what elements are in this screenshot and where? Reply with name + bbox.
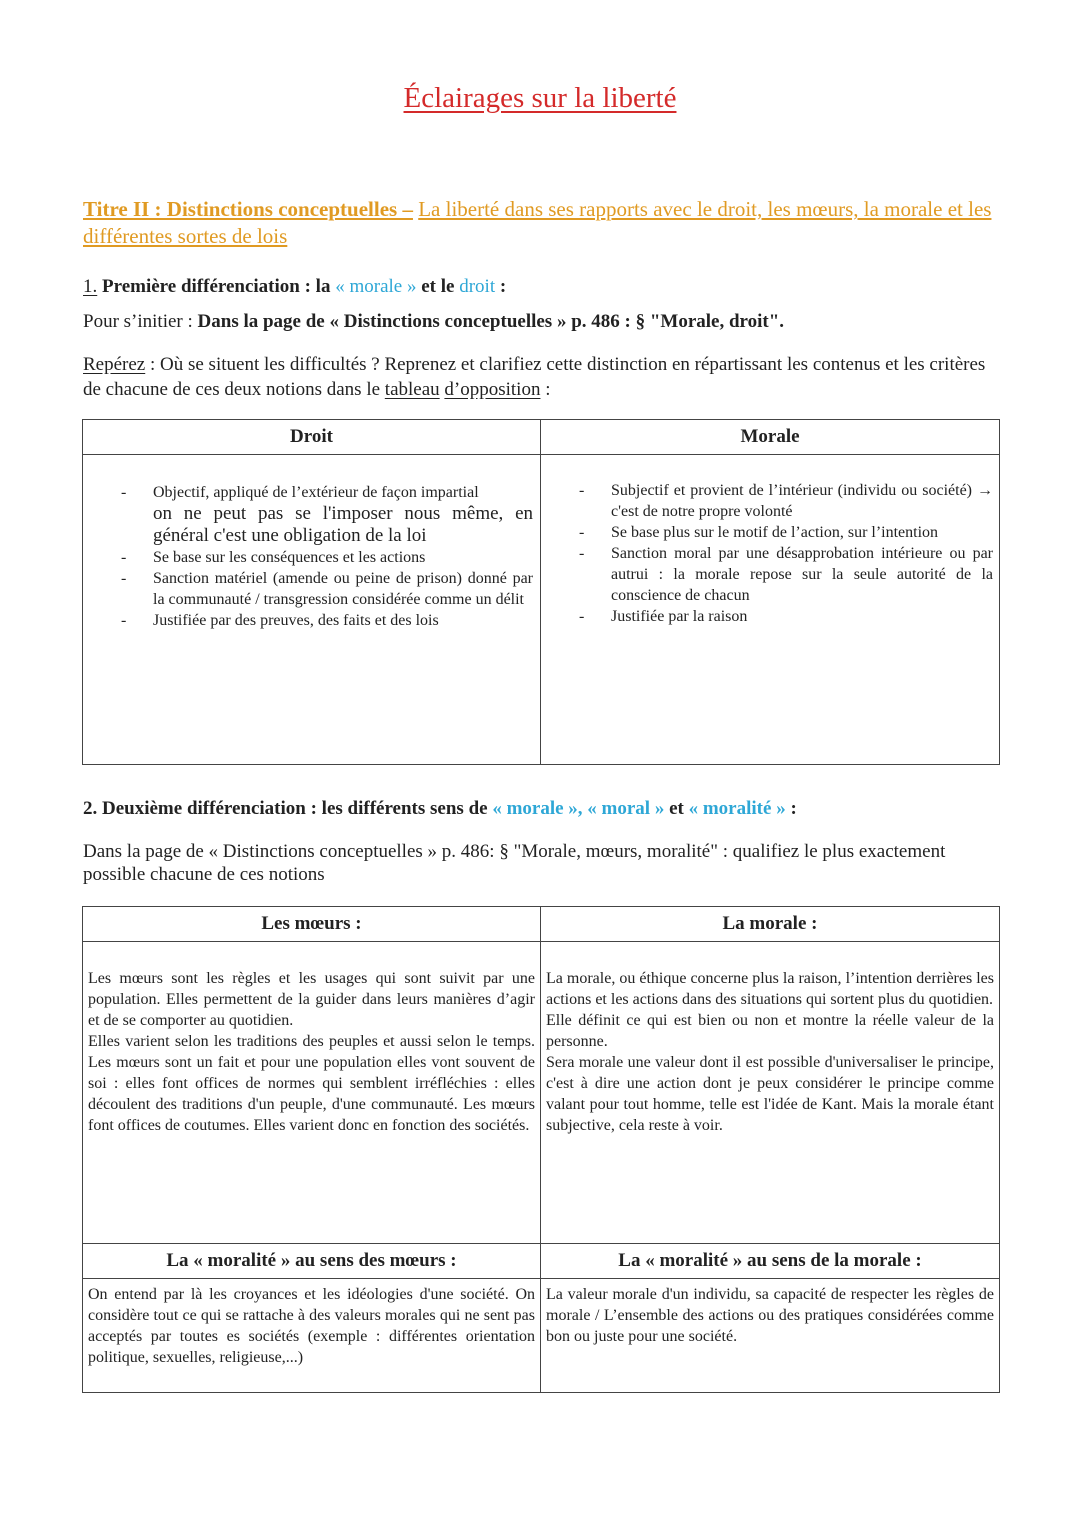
moeurs-paragraph-2: Elles varient selon les traditions des peuples et aussi selon le temps. Les mœurs sont un fait et pour une population elles vont souvent de soi : elles font offices de normes qui semblent irréfléchies : elles découlent des traditions d'un peuple, d'une communauté. Les mœurs font offices de coutumes. Elles varient donc en fonction des sociétés.: [88, 1033, 535, 1134]
list-item: - Subjectif et provient de l’intérieur (individu ou société) → c'est de notre propre volonté: [579, 482, 993, 520]
part2-term-moralite: « moralité »: [688, 798, 786, 819]
part1-task-text: : Où se situent les difficultés ? Reprenez et clarifiez cette distinction en répartissant les contenus et les critères de chacune de ces deux notions dans le: [83, 354, 986, 400]
list-item: - Objectif, appliqué de l’extérieur de façon impartial on ne peut pas se l'imposer nous même, en général c'est une obligation de la loi: [121, 484, 533, 546]
table-droit-morale: [82, 419, 1000, 765]
la-morale-paragraph-3: Sera morale une valeur dont il est possible d'universaliser le principe, c'est à dire une action dont je peux considérer le principe comme valant pour tout homme, telle est l'idée de Kant. Mais la morale étant subjective, cela reste à voir.: [546, 1054, 994, 1134]
droit-item-1-continuation: on ne peut pas se l'imposer nous même, en général c'est une obligation de la loi: [153, 503, 533, 546]
cell-moralite-moeurs: [83, 1279, 541, 1393]
part2-heading-c: :: [790, 798, 797, 819]
part1-task-end: :: [545, 379, 551, 400]
cell-morale: [541, 455, 1000, 765]
morale-item-1: Subjectif et provient de l’intérieur (individu ou société) → c'est de notre propre volonté: [611, 482, 993, 520]
part1-heading-c: :: [499, 276, 507, 297]
list-item: - Justifiée par la raison: [579, 608, 748, 625]
droit-item-1: Objectif, appliqué de l’extérieur de façon impartial: [153, 484, 479, 501]
morale-item-2: Se base plus sur le motif de l’action, sur l’intention: [611, 524, 939, 541]
la-morale-paragraph-2: Elle définit ce qui est bien ou non et montre la réelle valeur de la personne.: [546, 1012, 994, 1050]
part1-heading-a: Première différenciation : la: [102, 276, 331, 297]
part2-heading: [83, 796, 999, 821]
page-title: Éclairages sur la liberté: [403, 82, 677, 114]
part1-intro-b: Dans la page de « Distinctions conceptuelles » p. 486 : § "Morale, droit".: [197, 311, 785, 332]
list-item: - Sanction moral par une désapprobation intérieure ou par autrui : la morale repose sur la seule autorité de la conscience de chacun: [579, 545, 993, 604]
header-moralite-morale: La « moralité » au sens de la morale :: [541, 1244, 1000, 1279]
cell-moeurs: [83, 942, 541, 1244]
moralite-moeurs-text: On entend par là les croyances et les idéologies d'une société. On considère tout ce qui se rattache à des valeurs morales qui ne sent pas acceptés par toutes es sociétés (exemple : différentes orientation politique, sexuelles, religieuse,...): [88, 1286, 535, 1366]
droit-item-2: Se base sur les conséquences et les actions: [153, 549, 426, 566]
list-item: - Justifiée par des preuves, des faits et des lois: [121, 612, 439, 629]
header-la-morale: La morale :: [541, 907, 1000, 942]
header-moralite-moeurs: La « moralité » au sens des mœurs :: [83, 1244, 541, 1279]
part1-task-link-opposition: d’opposition: [444, 379, 541, 400]
droit-item-3: Sanction matériel (amende ou peine de prison) donné par la communauté / transgression considérée comme un délit: [153, 570, 533, 608]
cell-moralite-morale: [541, 1279, 1000, 1393]
part1-intro-a: Pour s’initier :: [83, 311, 193, 332]
moralite-morale-text: La valeur morale d'un individu, sa capacité de respecter les règles de morale / L’ensemble des actions ou des pratiques considérées comme bon ou juste pour une société.: [546, 1286, 994, 1345]
part2-terms: « morale », « moral »: [492, 798, 665, 819]
morale-item-4: Justifiée par la raison: [611, 608, 748, 625]
header-moeurs: Les mœurs :: [83, 907, 541, 942]
part1-task-lead: Repérez: [83, 354, 146, 375]
part1-heading-b: et le: [421, 276, 455, 297]
list-item: - Se base sur les conséquences et les actions: [121, 549, 426, 566]
header-morale: Morale: [541, 420, 1000, 455]
part1-term-droit: droit: [459, 276, 496, 297]
list-item: - Se base plus sur le motif de l’action, sur l’intention: [579, 524, 939, 541]
part1-task: [83, 352, 999, 402]
part2-heading-a: 2. Deuxième différenciation : les différents sens de: [83, 798, 488, 819]
list-item: - Sanction matériel (amende ou peine de prison) donné par la communauté / transgression considérée comme un délit: [121, 570, 533, 608]
part1-heading: [83, 274, 999, 299]
table-moeurs-morale: [82, 906, 1000, 1393]
part1-term-morale: « morale »: [335, 276, 417, 297]
section-heading: [83, 196, 999, 250]
morale-item-3: Sanction moral par une désapprobation intérieure ou par autrui : la morale repose sur la seule autorité de la conscience de chacun: [611, 545, 993, 604]
section-heading-bold: Titre II : Distinctions conceptuelles –: [83, 197, 413, 221]
part1-intro: [83, 309, 999, 334]
part1-number: 1.: [83, 276, 98, 297]
part1-task-link-tableau: tableau: [384, 379, 440, 400]
morale-list: [579, 480, 993, 627]
droit-list: [121, 482, 533, 631]
la-morale-text: [541, 968, 999, 1136]
cell-la-morale: [541, 942, 1000, 1244]
part2-heading-b: et: [669, 798, 684, 819]
moeurs-paragraph-1: Les mœurs sont les règles et les usages qui sont suivit par une population. Elles permettent de la guider dans leurs manières d’agir et de se comporter au quotidien.: [88, 970, 535, 1029]
cell-droit: [83, 455, 541, 765]
droit-item-4: Justifiée par des preuves, des faits et des lois: [153, 612, 439, 629]
header-droit: Droit: [83, 420, 541, 455]
part2-intro: Dans la page de « Distinctions conceptuelles » p. 486: § "Morale, mœurs, moralité" : qualifiez le plus exactement possible chacune de ces notions: [83, 841, 946, 885]
section-heading-rest: La liberté dans ses rapports avec le droit, les mœurs, la morale et les différentes sortes de lois: [83, 197, 992, 248]
la-morale-paragraph-1: La morale, ou éthique concerne plus la raison, l’intention derrières les actions et les actions dans des situations qui sortent plus du quotidien.: [546, 970, 994, 1008]
moeurs-text: [83, 968, 540, 1136]
